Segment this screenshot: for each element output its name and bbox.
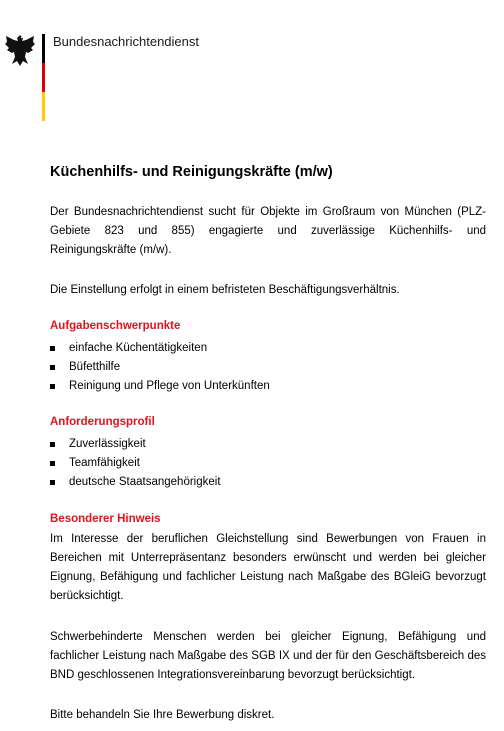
job-title: Küchenhilfs- und Reinigungskräfte (m/w) [50, 164, 333, 180]
list-item: Teamfähigkeit [50, 454, 221, 473]
bullet-icon [50, 346, 55, 351]
tasks-heading: Aufgabenschwerpunkte [50, 320, 181, 332]
bullet-icon [50, 365, 55, 370]
list-item: Reinigung und Pflege von Unterkünften [50, 377, 270, 396]
bullet-icon [50, 461, 55, 466]
flag-red-stripe [42, 63, 45, 92]
list-item: einfache Küchentätigkeiten [50, 339, 270, 358]
tasks-list [50, 339, 270, 396]
list-item: Zuverlässigkeit [50, 435, 221, 454]
intro-paragraph: Der Bundesnachrichtendienst sucht für Objekte im Großraum von München (PLZ-Gebiete 823 und 855) engagierte und zuverlässige Küchenhilfs- und Reinigungskräfte (m/w). [50, 206, 486, 256]
bullet-icon [50, 384, 55, 389]
employment-paragraph: Die Einstellung erfolgt in einem befristeten Beschäftigungsverhältnis. [50, 284, 400, 296]
bullet-icon [50, 442, 55, 447]
bullet-icon [50, 480, 55, 485]
disability-paragraph: Schwerbehinderte Menschen werden bei gleicher Eignung, Befähigung und fachlicher Leistung nach Maßgabe des SGB IX und der für den Geschäftsbereich des BND geschlossenen Integrationsvereinbarung bevorzugt berücksichtigt. [50, 631, 486, 681]
closing-paragraph: Bitte behandeln Sie Ihre Bewerbung diskret. [50, 709, 275, 721]
flag-black-stripe [42, 34, 45, 63]
list-item: deutsche Staatsangehörigkeit [50, 473, 221, 492]
german-flag-bar [42, 34, 45, 121]
list-item: Büfetthilfe [50, 358, 270, 377]
federal-eagle-icon [4, 32, 36, 68]
organization-name: Bundesnachrichtendienst [53, 34, 199, 49]
requirements-list [50, 435, 221, 492]
notice-heading: Besonderer Hinweis [50, 513, 161, 525]
requirements-heading: Anforderungsprofil [50, 416, 155, 428]
flag-gold-stripe [42, 92, 45, 121]
notice-paragraph: Im Interesse der beruflichen Gleichstellung sind Bewerbungen von Frauen in Bereichen mit Unterrepräsentanz besonders erwünscht und werden bei gleicher Eignung, Befähigung und fachlicher Leistung nach Maßgabe des BGleiG bevorzugt berücksichtigt. [50, 533, 486, 602]
